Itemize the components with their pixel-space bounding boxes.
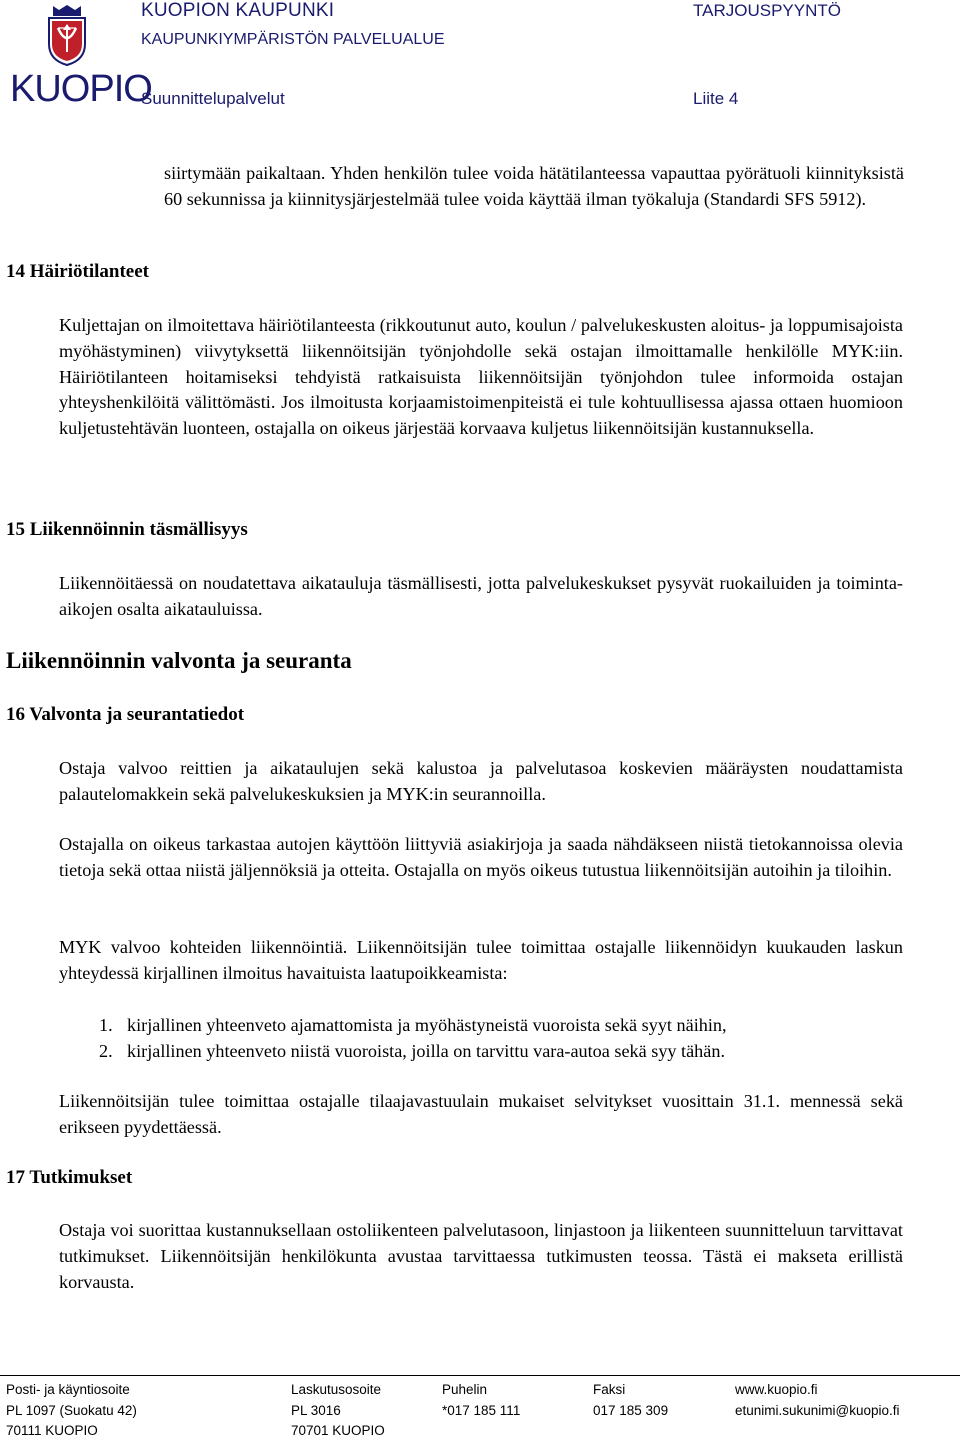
section-17-paragraph: Ostaja voi suorittaa kustannuksellaan ostoliikenteen palvelutasoon, linjastoon ja liikenteen suunnitteluun tarvittavat tutkimukset. Liikennöitsijän henkilökunta avustaa tarvittaessa tutkimusten teossa. Tästä ei makseta erillistä korvausta. [59, 1220, 903, 1292]
email-link[interactable]: etunimi.sukunimi@kuopio.fi [735, 1403, 900, 1418]
footer-divider [0, 1375, 960, 1376]
postal-address-label: Posti- ja käyntiosoite [6, 1382, 130, 1397]
intro-paragraph: siirtymään paikaltaan. Yhden henkilön tulee voida hätätilanteessa vapauttaa pyörätuoli kiinnityksistä 60 sekunnissa ja kiinnitysjärjestelmää tulee voida käyttää ilman työkaluja (Standardi SFS 5912). [164, 163, 904, 209]
billing-address-line-2: 70701 KUOPIO [291, 1423, 385, 1438]
website-link[interactable]: www.kuopio.fi [735, 1382, 818, 1397]
billing-address-label: Laskutusosoite [291, 1382, 382, 1397]
phone-label: Puhelin [442, 1382, 488, 1397]
section-14-heading: 14 Häiriötilanteet [6, 261, 149, 282]
section-15-heading: 15 Liikennöinnin täsmällisyys [6, 519, 248, 540]
list-item-text: kirjallinen yhteenveto ajamattomista ja myöhästyneistä vuoroista sekä syyt näihin, [127, 1015, 727, 1035]
section-16-paragraph-2: Ostajalla on oikeus tarkastaa autojen käyttöön liittyviä asiakirjoja ja saada nähdäkseen niistä tietokannoissa olevia tietoja sekä ottaa niistä jäljennöksiä ja otteita. Ostajalla on myös oikeus tutustua liikennöitsijän autoihin ja tiloihin. [59, 834, 903, 880]
org-name: KUOPION KAUPUNKI [141, 0, 335, 21]
postal-address-line-1: PL 1097 (Suokatu 42) [6, 1403, 137, 1418]
list-item [99, 1012, 899, 1038]
list-item-number: 2. [99, 1041, 113, 1061]
doc-type: TARJOUSPYYNTÖ [693, 1, 841, 20]
unit-name: Suunnittelupalvelut [141, 89, 285, 108]
city-crest-icon [47, 4, 87, 66]
section-17-heading: 17 Tutkimukset [6, 1167, 133, 1188]
list-item-text: kirjallinen yhteenveto niistä vuoroista, joilla on tarvittu vara-autoa sekä syy tähän. [127, 1041, 725, 1061]
fax-label: Faksi [593, 1382, 626, 1397]
section-16-paragraph-4: Liikennöitsijän tulee toimittaa ostajalle tilaajavastuulain mukaiset selvitykset vuosittain 31.1. mennessä sekä erikseen pyydettäessä. [59, 1091, 903, 1137]
list-item-number: 1. [99, 1015, 113, 1035]
section-15-paragraph: Liikennöitäessä on noudatettava aikatauluja täsmällisesti, jotta palvelukeskukset pysyvät ruokailuiden ja toiminta-aikojen osalta aikatauluissa. [59, 573, 903, 619]
dept-name: KAUPUNKIYMPÄRISTÖN PALVELUALUE [141, 31, 445, 48]
section-14-paragraph: Kuljettajan on ilmoitettava häiriötilanteesta (rikkoutunut auto, koulun / palvelukeskusten aloitus- ja loppumisajoista myöhästyminen) viivytyksettä liikennöitsijän työnjohdolle sekä ostajan ilmoittamalle henkilölle MYK:iin. Häiriötilanteen hoitamiseksi tehdyistä ratkaisuista liikennöitsijän työnjohdon tulee informoida ostajan yhteyshenkilöitä välittömästi. Jos ilmoitusta korjaamistoimenpiteistä ei tule kohtuullisessa ajassa ottaen huomioon kuljetustehtävän luonteen, ostajalla on oikeus järjestää korvaava kuljetus liikennöitsijän kustannuksella. [59, 315, 903, 439]
billing-address-line-1: PL 3016 [291, 1403, 341, 1418]
fax-value: 017 185 309 [593, 1403, 669, 1418]
attachment-label: Liite 4 [693, 89, 739, 108]
kuopio-logo-text: KUOPIO [10, 68, 152, 110]
section-16-paragraph-1: Ostaja valvoo reittien ja aikataulujen sekä kalustoa ja palvelutasoa koskevien määräysten noudattamista palautelomakkein sekä palvelukeskuksien ja MYK:in seurannoilla. [59, 758, 903, 804]
section-16-paragraph-3: MYK valvoo kohteiden liikennöintiä. Liikennöitsijän tulee toimittaa ostajalle liikennöidyn kuukauden laskun yhteydessä kirjallinen ilmoitus havaituista laatupoikkeamista: [59, 937, 903, 983]
phone-value: *017 185 111 [442, 1403, 521, 1418]
main-heading: Liikennöinnin valvonta ja seuranta [6, 648, 352, 673]
postal-address-line-2: 70111 KUOPIO [6, 1423, 98, 1438]
list-item [99, 1038, 899, 1064]
section-16-heading: 16 Valvonta ja seurantatiedot [6, 704, 245, 725]
